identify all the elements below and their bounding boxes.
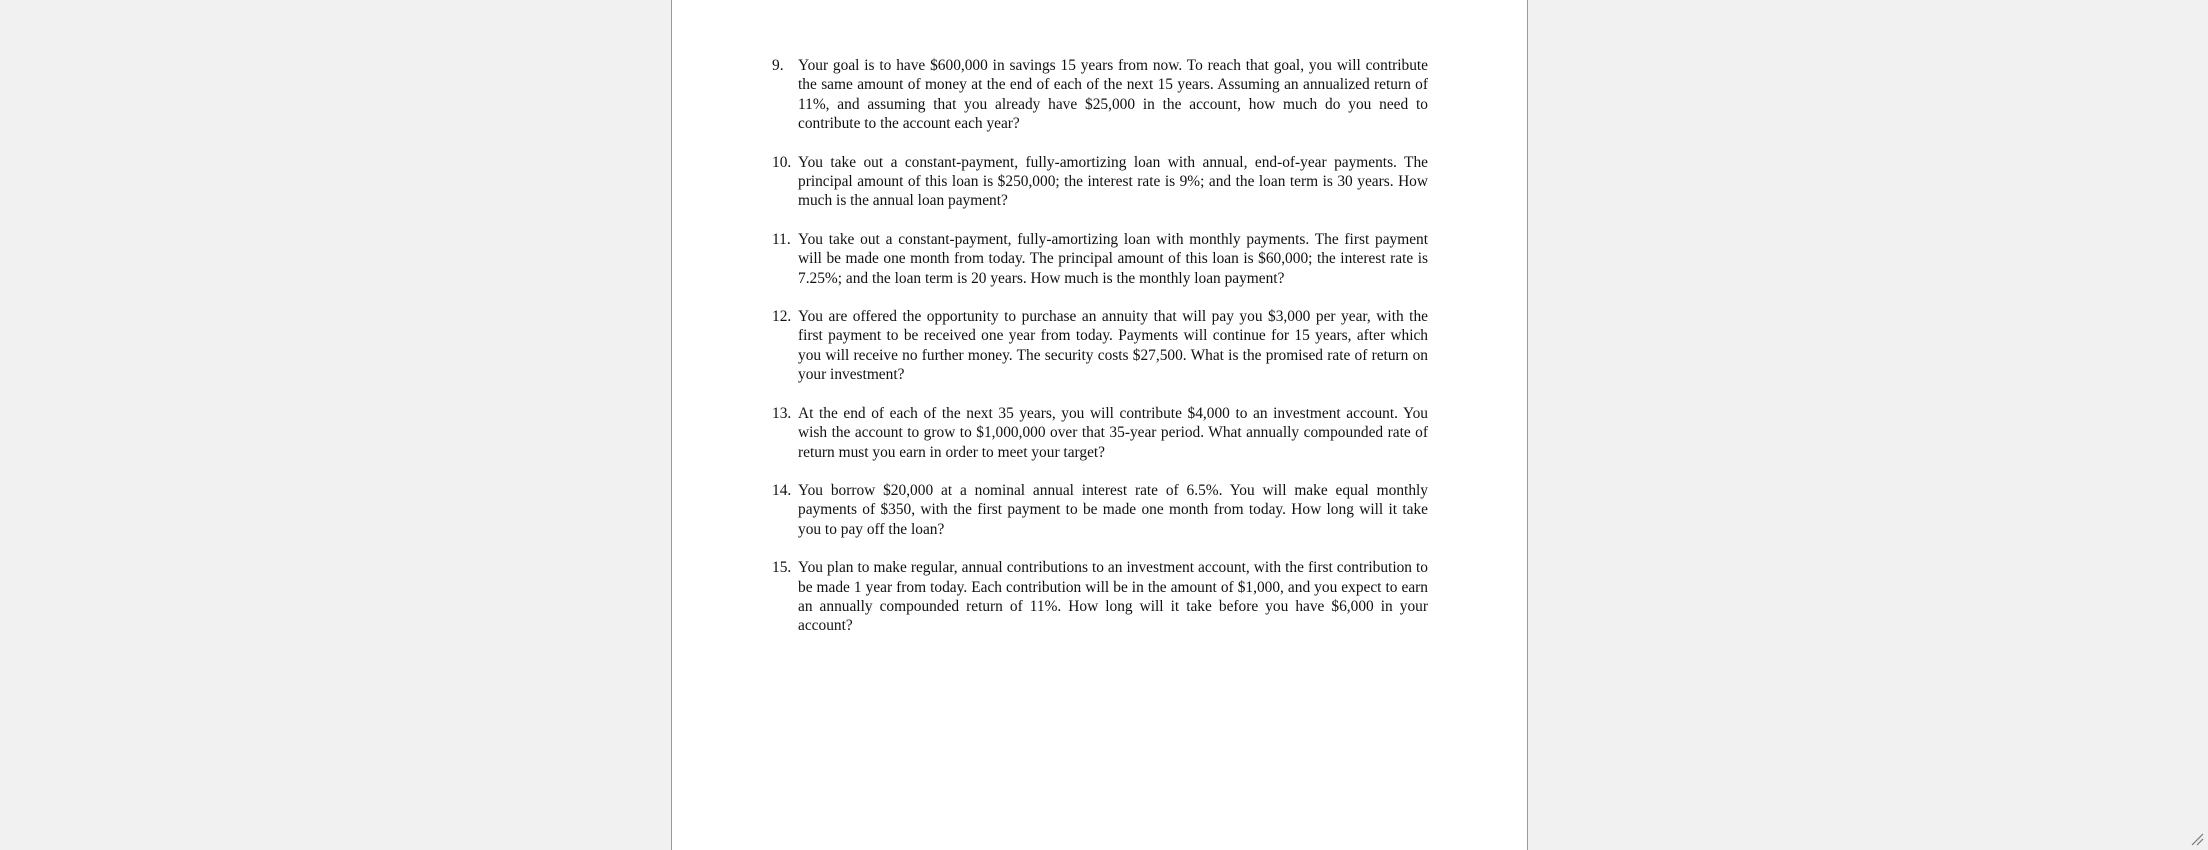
question-text: At the end of each of the next 35 years, you will contribute $4,000 to an investment account. You wish the account to grow to $1,000,000 over that 35-year period. What annually compounded rate of return must you earn in order to meet your target?: [798, 404, 1428, 461]
question-item: [772, 230, 1428, 288]
question-text: You plan to make regular, annual contributions to an investment account, with the first contribution to be made 1 year from today. Each contribution will be in the amount of $1,000, and you expect to earn an annually compounded return of 11%. How long will it take before you have $6,000 in your account?: [798, 559, 1428, 635]
question-number: 12.: [772, 308, 792, 326]
question-item: [772, 558, 1428, 636]
question-text: Your goal is to have $600,000 in savings 15 years from now. To reach that goal, you will contribute the same amount of money at the end of each of the next 15 years. Assuming an annualized return of 11%, and assuming that you already have $25,000 in the account, how much do you need to contribute to the account each year?: [798, 57, 1428, 133]
question-item: [772, 56, 1428, 134]
question-item: [772, 481, 1428, 539]
question-number: 11.: [772, 230, 791, 248]
question-text: You are offered the opportunity to purchase an annuity that will pay you $3,000 per year, with the first payment to be received one year from today. Payments will continue for 15 years, after which you will receive no further money. The security costs $27,500. What is the promised rate of return on your investment?: [798, 308, 1428, 384]
question-text: You take out a constant-payment, fully-amortizing loan with annual, end-of-year payments. The principal amount of this loan is $250,000; the interest rate is 9%; and the loan term is 30 years. How much is the annual loan payment?: [798, 153, 1428, 210]
question-list: [772, 56, 1428, 655]
question-number: 15.: [772, 559, 792, 577]
question-number: 9.: [772, 57, 784, 74]
question-item: [772, 307, 1428, 385]
resize-grip-icon[interactable]: [2190, 832, 2204, 846]
document-page: [671, 0, 1528, 850]
question-number: 14.: [772, 481, 792, 499]
question-item: [772, 153, 1428, 211]
question-text: You take out a constant-payment, fully-amortizing loan with monthly payments. The first payment will be made one month from today. The principal amount of this loan is $60,000; the interest rate is 7.25%; and the loan term is 20 years. How much is the monthly loan payment?: [798, 230, 1428, 287]
question-item: [772, 404, 1428, 462]
question-number: 13.: [772, 404, 792, 422]
question-number: 10.: [772, 153, 792, 171]
question-text: You borrow $20,000 at a nominal annual interest rate of 6.5%. You will make equal monthly payments of $350, with the first payment to be made one month from today. How long will it take you to pay off the loan?: [798, 481, 1428, 538]
